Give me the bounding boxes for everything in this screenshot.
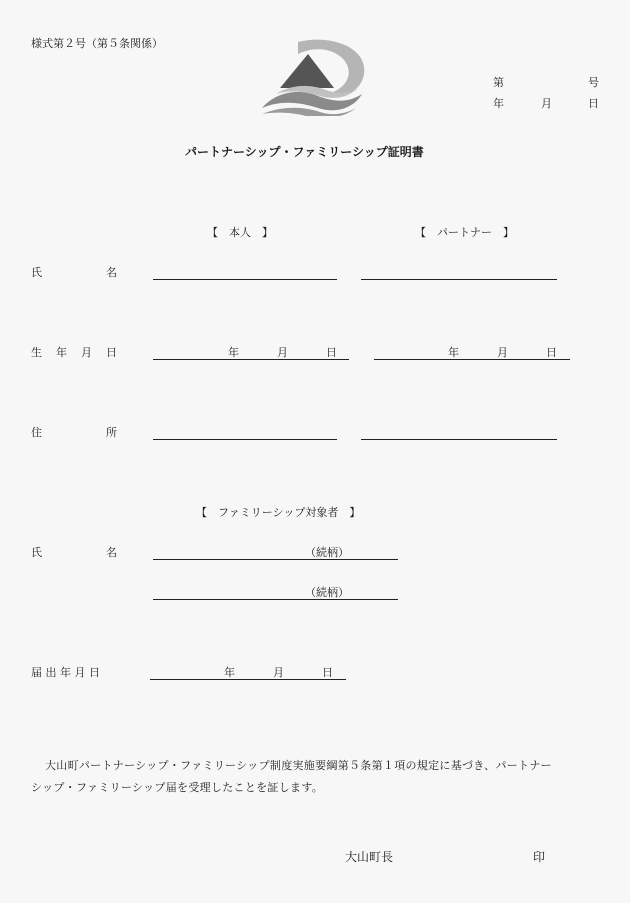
partner-birth-date-field[interactable] [374,359,570,360]
address-label-first-char: 住 [31,426,42,439]
self-column-heading: 【 本人 】 [207,226,273,239]
self-birth-month-unit: 月 [277,346,288,359]
filing-date-label: 届 出 年 月 日 [31,666,100,679]
family-member-2-field[interactable] [153,599,398,600]
birth-label-char-1: 生 [31,346,42,359]
birth-label-char-4: 日 [106,346,117,359]
relation-label-1: （続柄） [305,546,349,559]
seal-mark: 印 [533,850,546,864]
certification-text-line-1: 大山町パートナーシップ・ファミリーシップ制度実施要綱第５条第１項の規定に基づき、パートナー [45,759,552,772]
name-label-first-char: 氏 [31,266,42,279]
family-member-1-field[interactable] [153,559,398,560]
certificate-number-suffix: 号 [588,76,599,89]
self-address-field[interactable] [153,439,337,440]
self-birth-year-unit: 年 [228,346,239,359]
certificate-number-prefix: 第 [493,76,504,89]
family-name-label-first-char: 氏 [31,546,42,559]
partner-birth-year-unit: 年 [448,346,459,359]
partner-birth-month-unit: 月 [497,346,508,359]
town-emblem-logo [258,36,370,116]
partner-column-heading: 【 パートナー 】 [415,226,514,239]
self-name-field[interactable] [153,279,337,280]
relation-label-2: （続柄） [305,586,349,599]
filing-year-unit: 年 [224,666,235,679]
certification-text-line-2: シップ・ファミリーシップ届を受理したことを証します。 [31,781,324,794]
family-name-label-second-char: 名 [106,546,117,559]
self-birth-day-unit: 日 [326,346,337,359]
filing-date-field[interactable] [150,679,346,680]
address-label-second-char: 所 [106,426,117,439]
issue-date-day: 日 [588,97,599,110]
self-birth-date-field[interactable] [153,359,349,360]
name-label-second-char: 名 [106,266,117,279]
birth-label-char-3: 月 [81,346,92,359]
birth-label-char-2: 年 [56,346,67,359]
partner-address-field[interactable] [361,439,557,440]
filing-month-unit: 月 [273,666,284,679]
form-label: 様式第２号（第５条関係） [31,37,163,50]
familyship-heading: 【 ファミリーシップ対象者 】 [196,506,361,519]
issue-date-month: 月 [541,97,552,110]
document-title: パートナーシップ・ファミリーシップ証明書 [185,145,424,159]
mayor-title: 大山町長 [345,850,394,864]
filing-day-unit: 日 [322,666,333,679]
partner-name-field[interactable] [361,279,557,280]
partner-birth-day-unit: 日 [546,346,557,359]
issue-date-year: 年 [493,97,504,110]
